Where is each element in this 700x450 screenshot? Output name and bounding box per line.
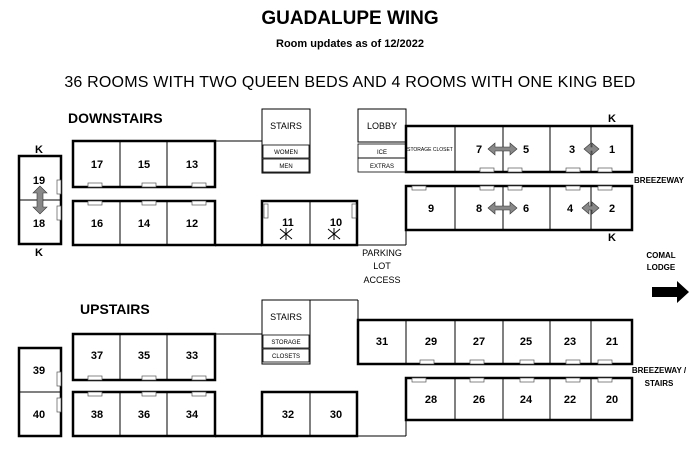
room-number: 33	[185, 350, 199, 362]
room-number: 24	[519, 394, 533, 406]
storage-label: STORAGE	[271, 340, 301, 346]
room-number: 16	[90, 218, 104, 230]
storage-closet-label: STORAGE CLOSET	[407, 147, 453, 153]
breezeway-label: BREEZEWAY	[634, 176, 684, 185]
room-number: 3	[568, 144, 576, 156]
breezeway-stairs-label: BREEZEWAY /	[631, 366, 687, 375]
parking-lot-access-label: ACCESS	[363, 275, 401, 285]
stairs-label: STAIRS	[270, 312, 302, 322]
extras-label: EXTRAS	[369, 164, 395, 170]
downstairs-heading: DOWNSTAIRS	[68, 110, 163, 126]
ice-label: ICE	[376, 150, 388, 156]
room-number: 10	[329, 217, 343, 229]
room-number: 39	[32, 365, 46, 377]
room-number: 1	[608, 144, 616, 156]
room-number: 31	[375, 336, 389, 348]
room-number: 21	[605, 336, 619, 348]
comal-lodge-label: LODGE	[646, 263, 676, 272]
room-number: 18	[32, 218, 46, 230]
room-summary: 36 ROOMS WITH TWO QUEEN BEDS AND 4 ROOMS WITH ONE KING BED	[64, 74, 636, 91]
page-title: GUADALUPE WING	[261, 8, 439, 29]
room-number: 26	[472, 394, 486, 406]
king-bed-label: K	[35, 144, 43, 156]
room-number: 28	[424, 394, 438, 406]
upstairs-heading: UPSTAIRS	[80, 301, 150, 317]
room-number: 40	[32, 409, 46, 421]
arrow-right-icon	[652, 281, 689, 303]
room-number: 34	[185, 409, 199, 421]
room-number: 14	[137, 218, 151, 230]
closets-label: CLOSETS	[271, 354, 301, 360]
stairs-label: STAIRS	[270, 121, 302, 131]
room-number: 11	[282, 217, 294, 229]
room-number: 22	[563, 394, 577, 406]
comal-lodge-label: COMAL	[646, 251, 676, 260]
room-number: 2	[608, 203, 616, 215]
parking-lot-access-label: PARKING	[362, 248, 402, 258]
room-number: 15	[137, 159, 151, 171]
men-restroom-label: MEN	[279, 164, 293, 170]
room-number: 5	[522, 144, 530, 156]
lobby-label: LOBBY	[366, 121, 398, 131]
page-subtitle: Room updates as of 12/2022	[276, 38, 424, 50]
room-number: 20	[605, 394, 619, 406]
king-bed-label: K	[608, 113, 616, 125]
room-number: 4	[566, 203, 574, 215]
king-bed-label: K	[35, 247, 43, 259]
room-number: 38	[90, 409, 104, 421]
room-number: 6	[522, 203, 530, 215]
room-number: 13	[185, 159, 199, 171]
women-restroom-label: WOMEN	[274, 150, 298, 156]
room-number: 7	[475, 144, 483, 156]
room-number: 17	[90, 159, 104, 171]
room-number: 36	[137, 409, 151, 421]
room-number: 23	[563, 336, 577, 348]
king-bed-label: K	[608, 232, 616, 244]
room-number: 35	[137, 350, 151, 362]
room-number: 12	[185, 218, 199, 230]
room-number: 32	[281, 409, 295, 421]
room-number: 27	[472, 336, 486, 348]
room-number: 19	[32, 175, 46, 187]
room-number: 9	[427, 203, 435, 215]
room-number: 8	[475, 203, 483, 215]
room-number: 29	[424, 336, 438, 348]
parking-lot-access-label: LOT	[373, 261, 391, 271]
breezeway-stairs-label: STAIRS	[644, 379, 674, 388]
room-number: 25	[519, 336, 533, 348]
room-number: 30	[329, 409, 343, 421]
room-number: 37	[90, 350, 104, 362]
